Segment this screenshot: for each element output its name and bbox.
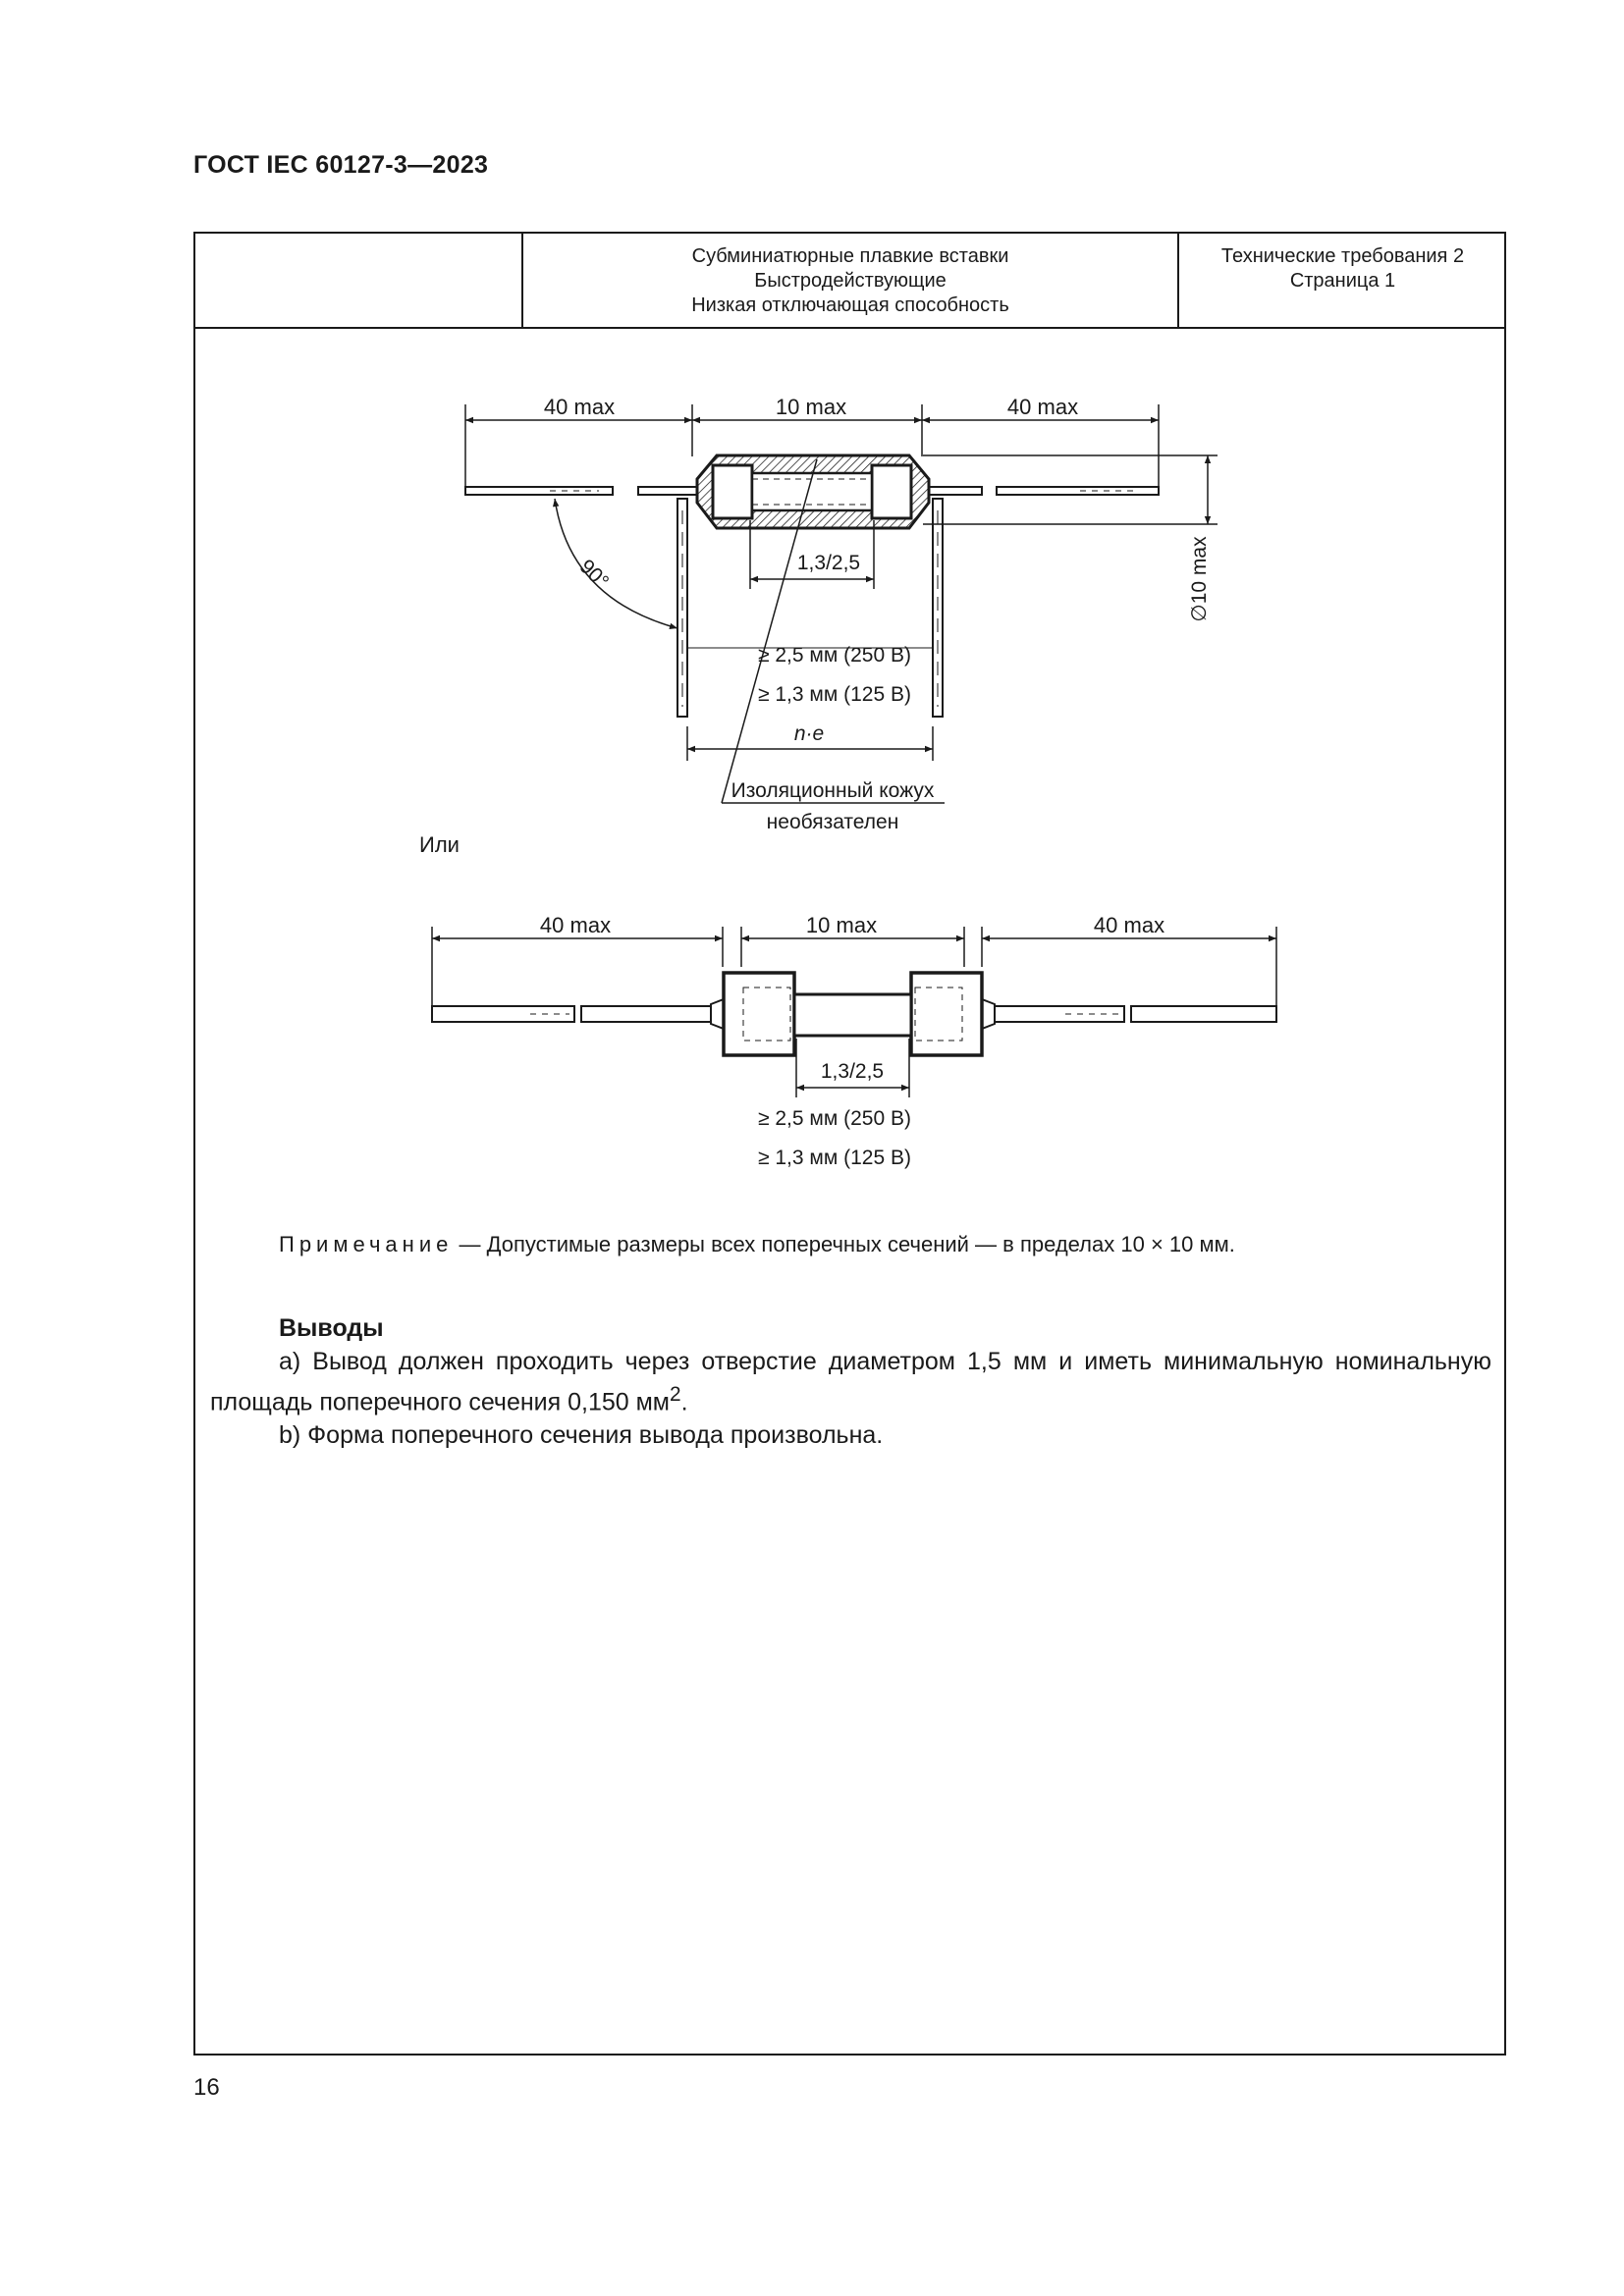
standard-id: ГОСТ IEC 60127-3—2023 [193, 151, 489, 179]
header-sheet-line: Страница 1 [1289, 270, 1396, 292]
fig2-dim-mid-label: 10 max [805, 913, 878, 937]
fig1-diameter-label: ∅10 max [1188, 536, 1211, 622]
fig1-inner-label: 1,3/2,5 [796, 552, 861, 574]
terminals-para-a [210, 1345, 1491, 1418]
figure-2-labels [540, 913, 1164, 1169]
figure-1 [465, 404, 1218, 803]
fig1-dim-left-label: 40 max [543, 395, 616, 419]
f2-lead-left-outer [432, 1006, 574, 1022]
terminals-section [210, 1311, 1491, 1452]
page-number: 16 [193, 2074, 220, 2101]
note-text: — Допустимые размеры всех поперечных сечений — в пределах 10 × 10 мм. [459, 1232, 1235, 1256]
header-title-line: Быстродействующие [754, 270, 947, 292]
fig1-clearance-250: ≥ 2,5 мм (250 В) [758, 644, 911, 667]
figure-note [279, 1232, 1235, 1257]
note-label: Примечание [279, 1232, 454, 1256]
para-a-superscript: 2 [670, 1383, 681, 1406]
para-a-end: . [680, 1388, 688, 1416]
header-title-line: Субминиатюрные плавкие вставки [691, 245, 1009, 267]
header-sheet-line: Технические требования 2 [1220, 245, 1465, 267]
fig1-pitch-label: n·e [793, 722, 825, 745]
end-cap-right [872, 465, 911, 518]
fig2-clearance-250: ≥ 2,5 мм (250 В) [758, 1107, 911, 1130]
fig1-angle-label: 90° [574, 555, 614, 594]
lead-right-inner [929, 487, 982, 495]
header-title-line: Низкая отключающая способность [691, 294, 1009, 316]
fig2-clearance-125: ≥ 1,3 мм (125 В) [758, 1147, 911, 1169]
fig2-dim-left-label: 40 max [539, 913, 612, 937]
fig1-insulation-line1: Изоляционный кожух [731, 779, 935, 802]
fig2-dim-right-label: 40 max [1093, 913, 1165, 937]
f2-fuse-tube [794, 994, 911, 1036]
angle-arc [555, 499, 677, 628]
f2-lead-right-outer [1131, 1006, 1276, 1022]
end-cap-left [713, 465, 752, 518]
fig1-clearance-125: ≥ 1,3 мм (125 В) [758, 683, 911, 706]
terminals-heading: Выводы [279, 1314, 384, 1342]
fig1-dim-right-label: 40 max [1006, 395, 1079, 419]
f2-lead-left-inner [581, 1006, 711, 1022]
terminals-para-b: b) Форма поперечного сечения вывода произвольна. [279, 1421, 884, 1450]
fig1-dim-mid-label: 10 max [775, 395, 847, 419]
para-a-text: a) Вывод должен проходить через отверстие диаметром 1,5 мм и иметь минимальную номинальную площадь поперечного сечения 0,150 мм [210, 1348, 1491, 1416]
alternative-label: Или [419, 832, 460, 857]
lead-left-inner [638, 487, 697, 495]
lead-right-outer [997, 487, 1159, 495]
fig2-inner-label: 1,3/2,5 [820, 1060, 885, 1083]
f2-end-cap-left [724, 973, 794, 1055]
fig1-insulation-line2: необязателен [766, 811, 899, 833]
f2-end-cap-right [911, 973, 982, 1055]
